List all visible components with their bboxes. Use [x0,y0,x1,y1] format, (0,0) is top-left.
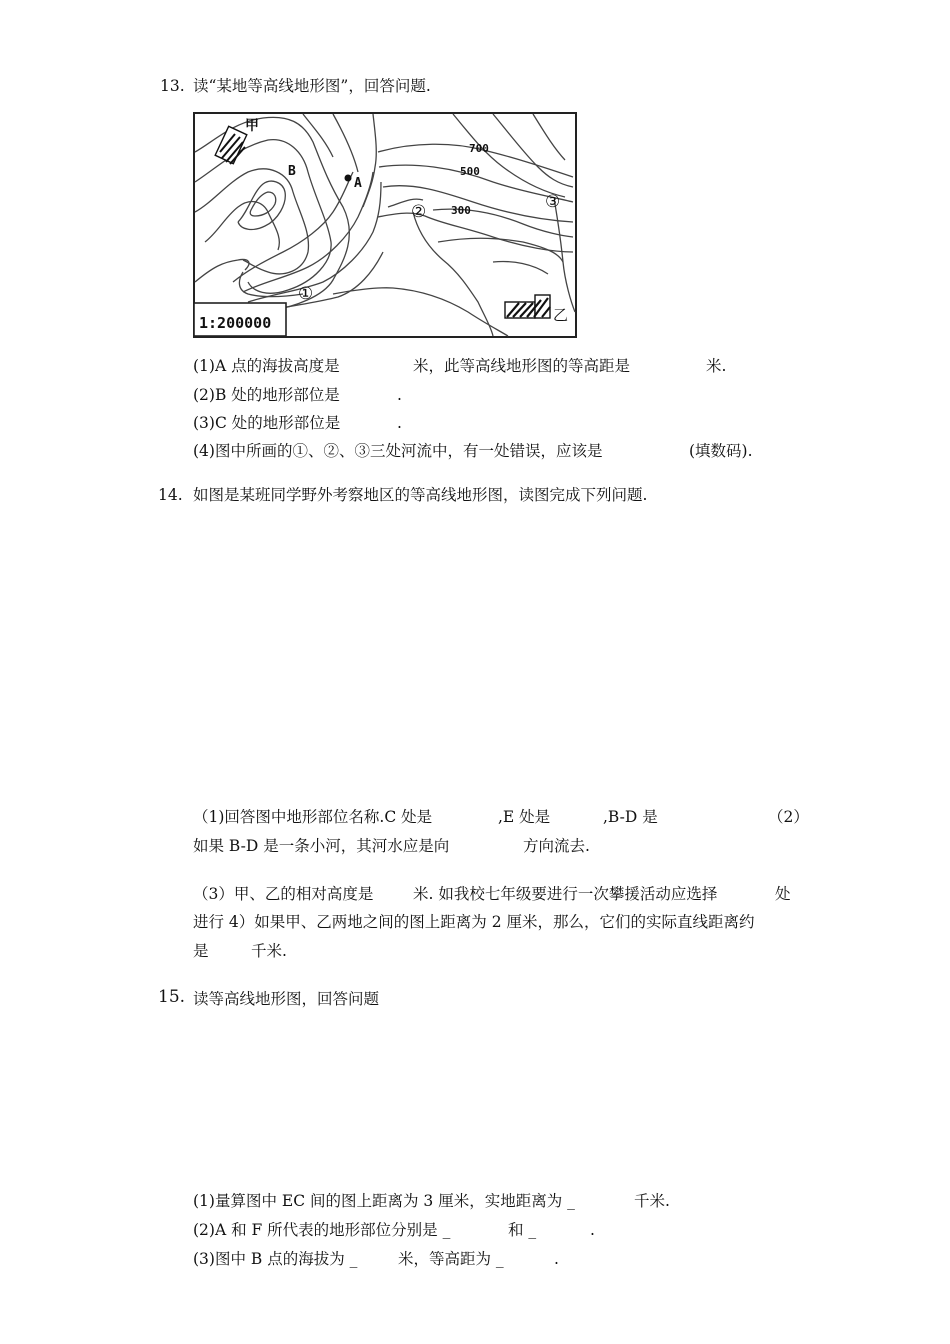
map-scale: 1:200000 [199,314,272,332]
q15-sub2-part-a: (2)A 和 F 所代表的地形部位分别是 _ [193,1221,451,1239]
q14-line5-part-a: 是 [193,942,209,960]
q14-line1-part-c: ,B-D 是 [603,808,658,826]
question-13-prompt: 读“某地等高线地形图”，回答问题. [193,77,431,95]
map-label-yi: 乙 [553,306,569,324]
q13-sub2-part-a: (2)B 处的地形部位是 [193,386,340,404]
contour-map-svg [193,112,578,338]
q14-line3-part-a: （3）甲、乙的相对高度是 [193,885,374,903]
q15-sub1-part-a: (1)量算图中 EC 间的图上距离为 3 厘米，实地距离为 _ [193,1192,575,1210]
q15-sub3-part-c: . [554,1250,559,1268]
question-15-number: 15. [158,987,186,1007]
q14-line1-part-d: （2） [768,808,809,826]
q13-sub2-part-b: . [397,386,402,404]
q13-sub4-part-b: (填数码). [689,442,753,460]
q13-sub3-part-a: (3)C 处的地形部位是 [193,414,341,432]
q14-line1-part-b: ,E 处是 [498,808,551,826]
q14-line1-part-a: （1)回答图中地形部位名称.C 处是 [193,808,433,826]
q14-line3-part-c: 处 [775,885,791,903]
q15-sub2-part-b: 和 _ [508,1221,537,1239]
q15-sub3-part-a: (3)图中 B 点的海拔为 _ [193,1250,358,1268]
point-a-dot [345,175,352,182]
q13-sub4-part-a: (4)图中所画的①、②、③三处河流中，有一处错误，应该是 [193,442,603,460]
contour-label-500: 500 [460,165,480,178]
river-label-1: ① [298,284,314,304]
q14-line5-part-b: 千米. [251,942,287,960]
question-14-prompt: 如图是某班同学野外考察地区的等高线地形图，读图完成下列问题. [193,486,648,504]
map-label-a: A [354,176,362,191]
question-15-prompt: 读等高线地形图，回答问题 [193,990,380,1008]
contour-label-300: 300 [451,204,471,217]
q13-sub3-part-b: . [397,414,402,432]
q15-sub2-part-c: . [590,1221,595,1239]
contour-map-figure [193,112,578,338]
question-13-number: 13. [160,77,185,95]
q13-sub1-part-b: 米，此等高线地形图的等高距是 [413,357,631,375]
q13-sub1-part-c: 米. [706,357,727,375]
river-label-2: ② [411,202,427,222]
q14-line2-part-b: 方向流去. [523,837,590,855]
q13-sub1-part-a: (1)A 点的海拔高度是 [193,357,340,375]
q14-line4: 进行 4）如果甲、乙两地之间的图上距离为 2 厘米，那么，它们的实际直线距离约 [193,913,755,931]
map-label-jia: 甲 [245,118,259,134]
river-label-3: ③ [545,192,561,212]
q14-line2-part-a: 如果 B-D 是一条小河，其河水应是向 [193,837,450,855]
q15-sub1-part-b: 千米. [634,1192,670,1210]
q14-line3-part-b: 米. 如我校七年级要进行一次攀援活动应选择 [413,885,718,903]
question-14-number: 14. [158,486,183,504]
map-label-b: B [288,164,296,179]
contour-label-700: 700 [469,142,489,155]
q15-sub3-part-b: 米，等高距为 _ [398,1250,504,1268]
